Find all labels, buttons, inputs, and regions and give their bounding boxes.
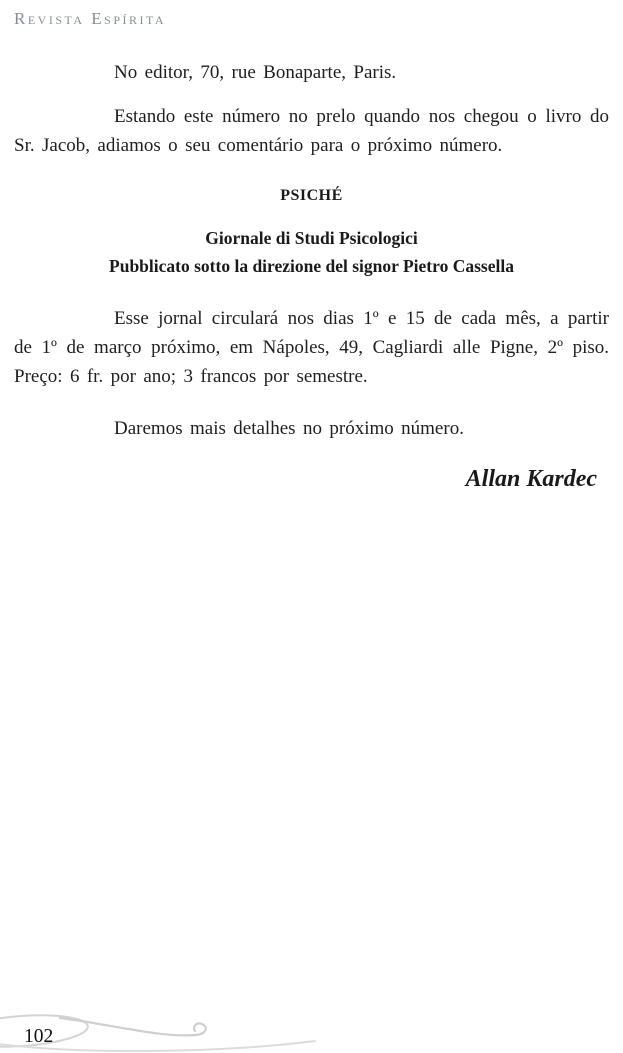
page-body [0, 58, 623, 493]
paragraph-daremos: Daremos mais detalhes no próximo número. [114, 418, 464, 439]
subtitle-giornale: Giornale di Studi Psicologici [205, 228, 418, 248]
paragraph-jornal-circulara: Esse jornal circulará nos dias 1º e 15 de cada mês, a partir de 1º de março próximo, em Nápoles, 49, Cagliardi alle Pigne, 2º piso. Preço: 6 fr. por ano; 3 francos por semestre. [14, 308, 609, 387]
page-footer [0, 991, 380, 1053]
paragraph-estando: Estando este número no prelo quando nos chegou o livro do Sr. Jacob, adiamos o seu comentário para o próximo número. [14, 106, 609, 156]
running-head: Revista Espírita [14, 9, 167, 28]
page-number: 102 [24, 1026, 54, 1047]
author-signature: Allan Kardec [465, 466, 597, 492]
paragraph-editor-address: No editor, 70, rue Bonaparte, Paris. [114, 62, 397, 83]
section-title-psiche: PSICHÉ [280, 187, 343, 204]
swoosh-flourish-icon [0, 991, 380, 1053]
subtitle-pubblicato: Pubblicato sotto la direzione del signor Pietro Cassella [109, 256, 514, 276]
